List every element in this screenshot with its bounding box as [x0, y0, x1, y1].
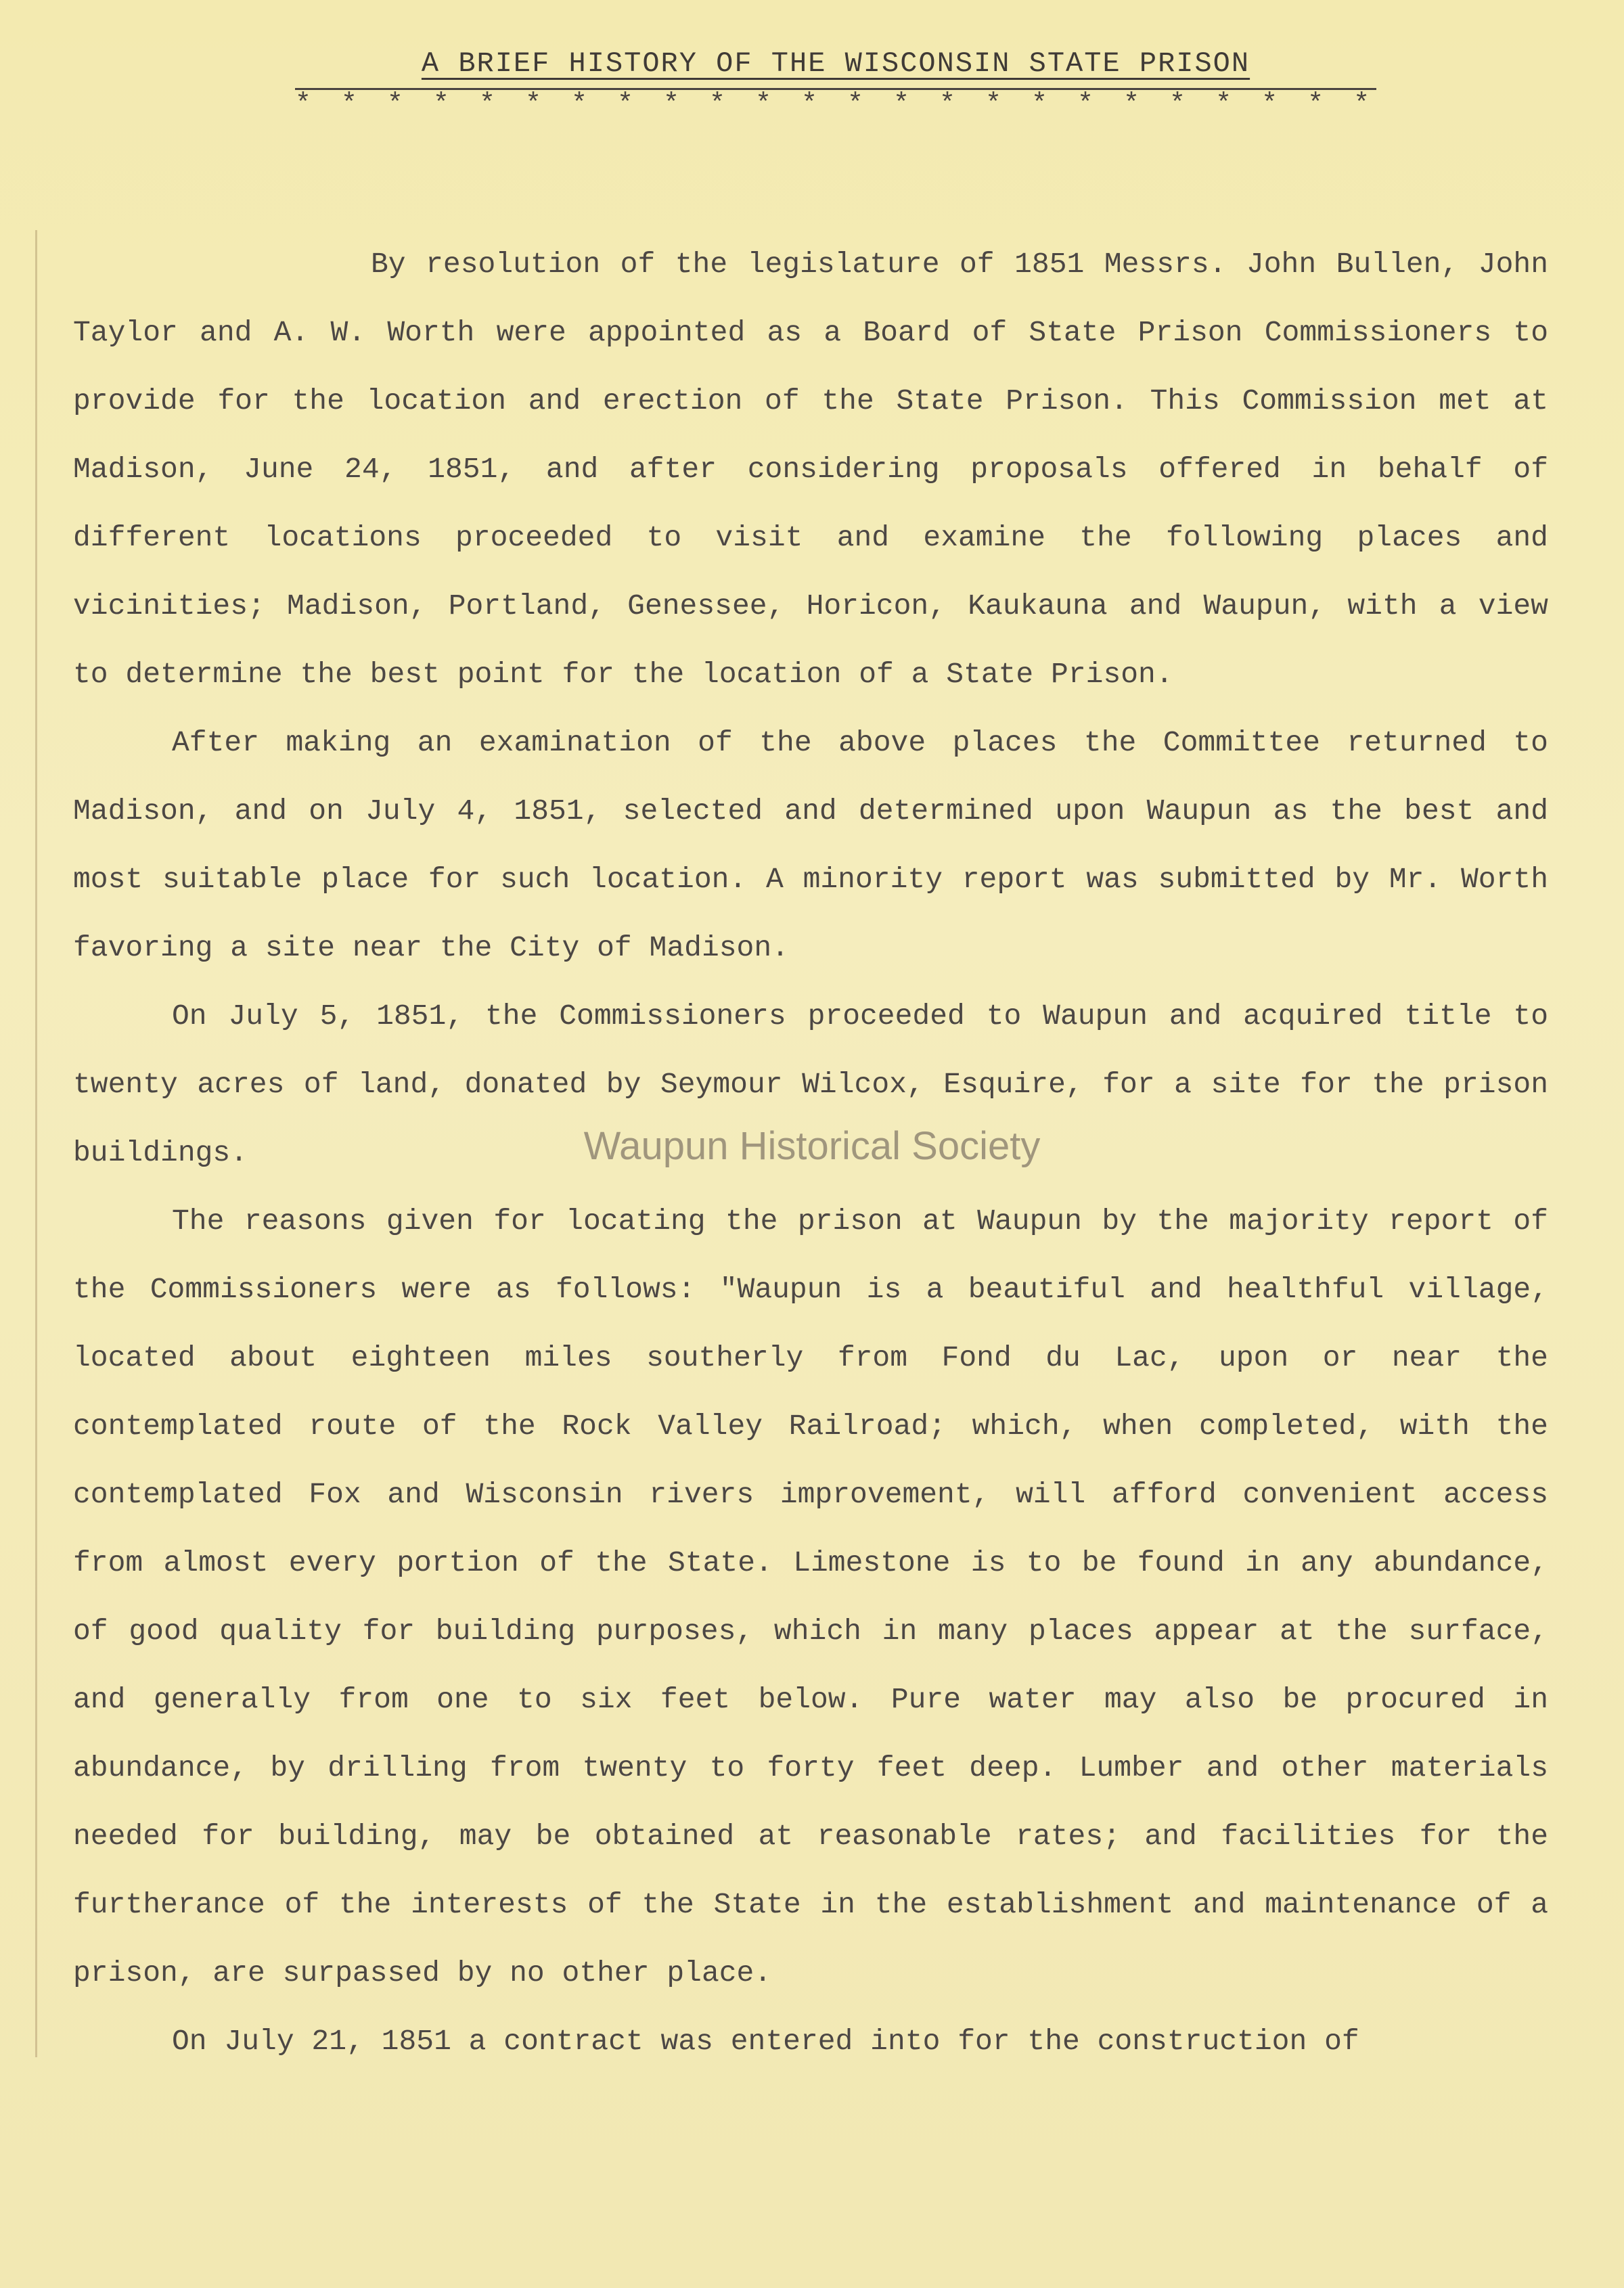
paragraph-2: After making an examination of the above places the Committee returned to Madison, and on July 4, 1851, selected and determined upon Waupun as the best and most suitable place for such location. A minority report was submitted by Mr. Worth favoring a site near the City of Madison.	[73, 726, 1548, 964]
paragraph-4: The reasons given for locating the prison at Waupun by the majority report of the Commissioners were as follows: "Waupun is a beautiful and healthful village, located about eighteen miles southerly from Fond du Lac, upon or near the contemplated route of the Rock Valley Railroad; which, when completed, with the contemplated Fox and Wisconsin rivers improvement, will afford convenient access from almost every portion of the State. Limestone is to be found in any abundance, of good quality for building purposes, which in many places appear at the surface, and generally from one to six feet below. Pure water may also be procured in abundance, by drilling from twenty to forty feet deep. Lumber and other materials needed for building, may be obtained at reasonable rates; and facilities for the furtherance of the interests of the State in the establishment and maintenance of a prison, are surpassed by no other place.	[73, 1205, 1548, 1990]
paragraph-3: On July 5, 1851, the Commissioners proceeded to Waupun and acquired title to twenty acres of land, donated by Seymour Wilcox, Esquire, for a site for the prison buildings.	[73, 1000, 1548, 1169]
title-block	[0, 47, 1624, 118]
paragraph-5: On July 21, 1851 a contract was entered into for the construction of	[172, 2025, 1359, 2058]
document-body	[73, 230, 1548, 2076]
document-title: A BRIEF HISTORY OF THE WISCONSIN STATE PRISON	[421, 47, 1250, 80]
title-star-rule: * * * * * * * * * * * * * * * * * * * * * * * *	[294, 89, 1377, 120]
margin-mark	[35, 230, 37, 2057]
watermark-text: Waupun Historical Society	[583, 1124, 1041, 1168]
paragraph-1: By resolution of the legislature of 1851 Messrs. John Bullen, John Taylor and A. W. Worth were appointed as a Board of State Prison Commissioners to provide for the location and erection of the State Prison. This Commission met at Madison, June 24, 1851, and after considering proposals offered in behalf of different locations proceeded to visit and examine the following places and vicinities; Madison, Portland, Genessee, Horicon, Kaukauna and Waupun, with a view to determine the best point for the location of a State Prison.	[73, 248, 1548, 691]
